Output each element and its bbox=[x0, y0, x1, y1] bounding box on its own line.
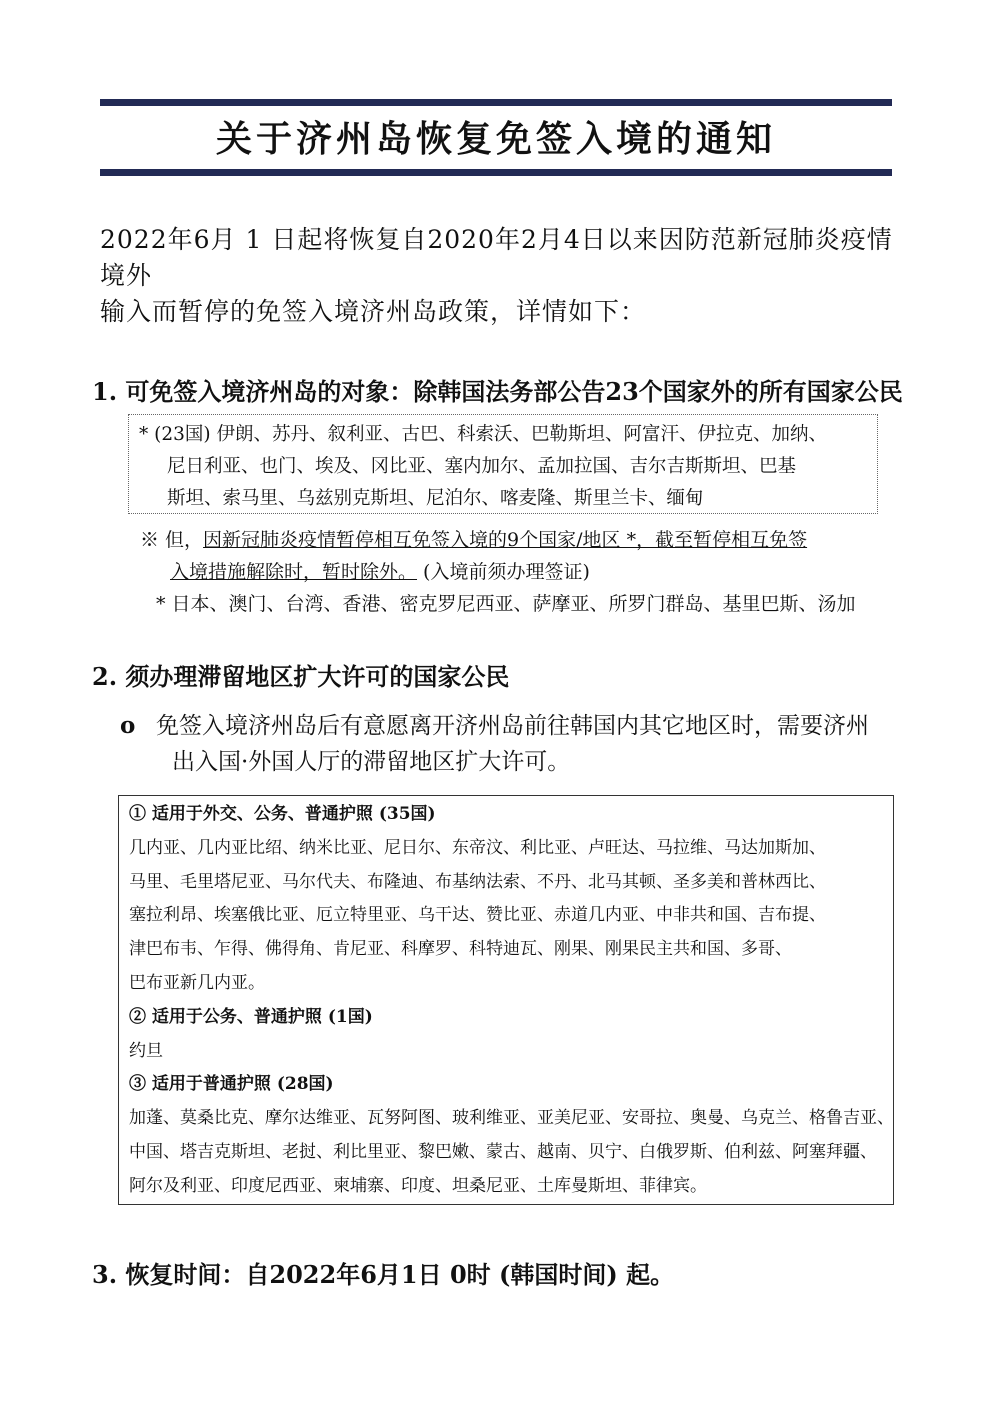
note-country-list: * 日本、澳门、台湾、香港、密克罗尼西亚、萨摩亚、所罗门群岛、基里巴斯、汤加 bbox=[156, 593, 856, 615]
permit-countries-box bbox=[118, 795, 894, 1205]
category-1-row: 马里、毛里塔尼亚、马尔代夫、布隆迪、布基纳法索、不丹、北马其顿、圣多美和普林西比、 bbox=[129, 871, 826, 892]
bullet-text-1: 免签入境济州岛后有意愿离开济州岛前往韩国内其它地区时，需要济州 bbox=[156, 713, 869, 739]
category-2-row: 约旦 bbox=[129, 1040, 163, 1061]
section-2-heading: 2. 须办理滞留地区扩大许可的国家公民 bbox=[92, 662, 510, 691]
category-3-row: 中国、塔吉克斯坦、老挝、利比里亚、黎巴嫩、蒙古、越南、贝宁、白俄罗斯、伯利兹、阿塞拜疆、 bbox=[129, 1141, 877, 1162]
note-underlined-1: 因新冠肺炎疫情暂停相互免签入境的9个国家/地区 *，截至暂停相互免签 bbox=[203, 529, 808, 551]
note-line-1 bbox=[140, 524, 900, 556]
note-suffix: (入境前须办理签证) bbox=[417, 561, 590, 583]
category-1-row: 塞拉利昂、埃塞俄比亚、厄立特里亚、乌干达、赞比亚、赤道几内亚、中非共和国、吉布提、 bbox=[129, 905, 826, 926]
section-3-heading: 3. 恢复时间：自2022年6月1日 0时 (韩国时间) 起。 bbox=[92, 1260, 675, 1289]
section-2-bullet-item bbox=[120, 708, 900, 780]
page-title: 关于济州岛恢复免签入境的通知 bbox=[215, 118, 776, 160]
category-3-row: 加蓬、莫桑比克、摩尔达维亚、瓦努阿图、玻利维亚、亚美尼亚、安哥拉、奥曼、乌克兰、格鲁吉亚、 bbox=[129, 1108, 894, 1129]
intro-paragraph bbox=[100, 222, 900, 330]
excluded-countries-box bbox=[128, 414, 878, 514]
intro-line-2: 输入而暂停的免签入境济州岛政策，详情如下： bbox=[100, 297, 647, 326]
note-underlined-2: 入境措施解除时，暂时除外。 bbox=[170, 561, 418, 583]
note-prefix: ※ 但， bbox=[140, 529, 204, 551]
suspension-note bbox=[140, 524, 900, 620]
excluded-list-line-2: 尼日利亚、也门、埃及、冈比亚、塞内加尔、孟加拉国、吉尔吉斯斯坦、巴基 bbox=[167, 456, 797, 477]
intro-line-1: 2022年6月 1 日起将恢复自2020年2月4日以来因防范新冠肺炎疫情境外 bbox=[100, 225, 893, 290]
category-1-heading: ① 适用于外交、公务、普通护照 (35国) bbox=[129, 804, 436, 824]
bullet-text-2: 出入国·外国人厅的滞留地区扩大许可。 bbox=[172, 749, 571, 775]
bullet-line-1 bbox=[120, 708, 900, 744]
excluded-list-line-3: 斯坦、索马里、乌兹别克斯坦、尼泊尔、喀麦隆、斯里兰卡、缅甸 bbox=[167, 488, 704, 509]
category-1-row: 巴布亚新几内亚。 bbox=[129, 972, 265, 993]
title-top-rule bbox=[100, 99, 892, 106]
note-line-2 bbox=[140, 556, 900, 588]
category-3-row: 阿尔及利亚、印度尼西亚、柬埔寨、印度、坦桑尼亚、土库曼斯坦、菲律宾。 bbox=[129, 1175, 707, 1196]
title-bottom-rule bbox=[100, 169, 892, 176]
category-1-row: 几内亚、几内亚比绍、纳米比亚、尼日尔、东帝汶、利比亚、卢旺达、马拉维、马达加斯加、 bbox=[129, 837, 826, 858]
excluded-list-line-1: * (23国) 伊朗、苏丹、叙利亚、古巴、科索沃、巴勒斯坦、阿富汗、伊拉克、加纳、 bbox=[139, 424, 827, 445]
section-1-heading: 1. 可免签入境济州岛的对象：除韩国法务部公告23个国家外的所有国家公民 bbox=[92, 377, 903, 406]
category-3-heading: ③ 适用于普通护照 (28国) bbox=[129, 1074, 334, 1095]
category-2-heading: ② 适用于公务、普通护照 (1国) bbox=[129, 1006, 373, 1027]
category-1-row: 津巴布韦、乍得、佛得角、肯尼亚、科摩罗、科特迪瓦、刚果、刚果民主共和国、多哥、 bbox=[129, 939, 792, 960]
circle-bullet-icon: o bbox=[120, 712, 136, 739]
